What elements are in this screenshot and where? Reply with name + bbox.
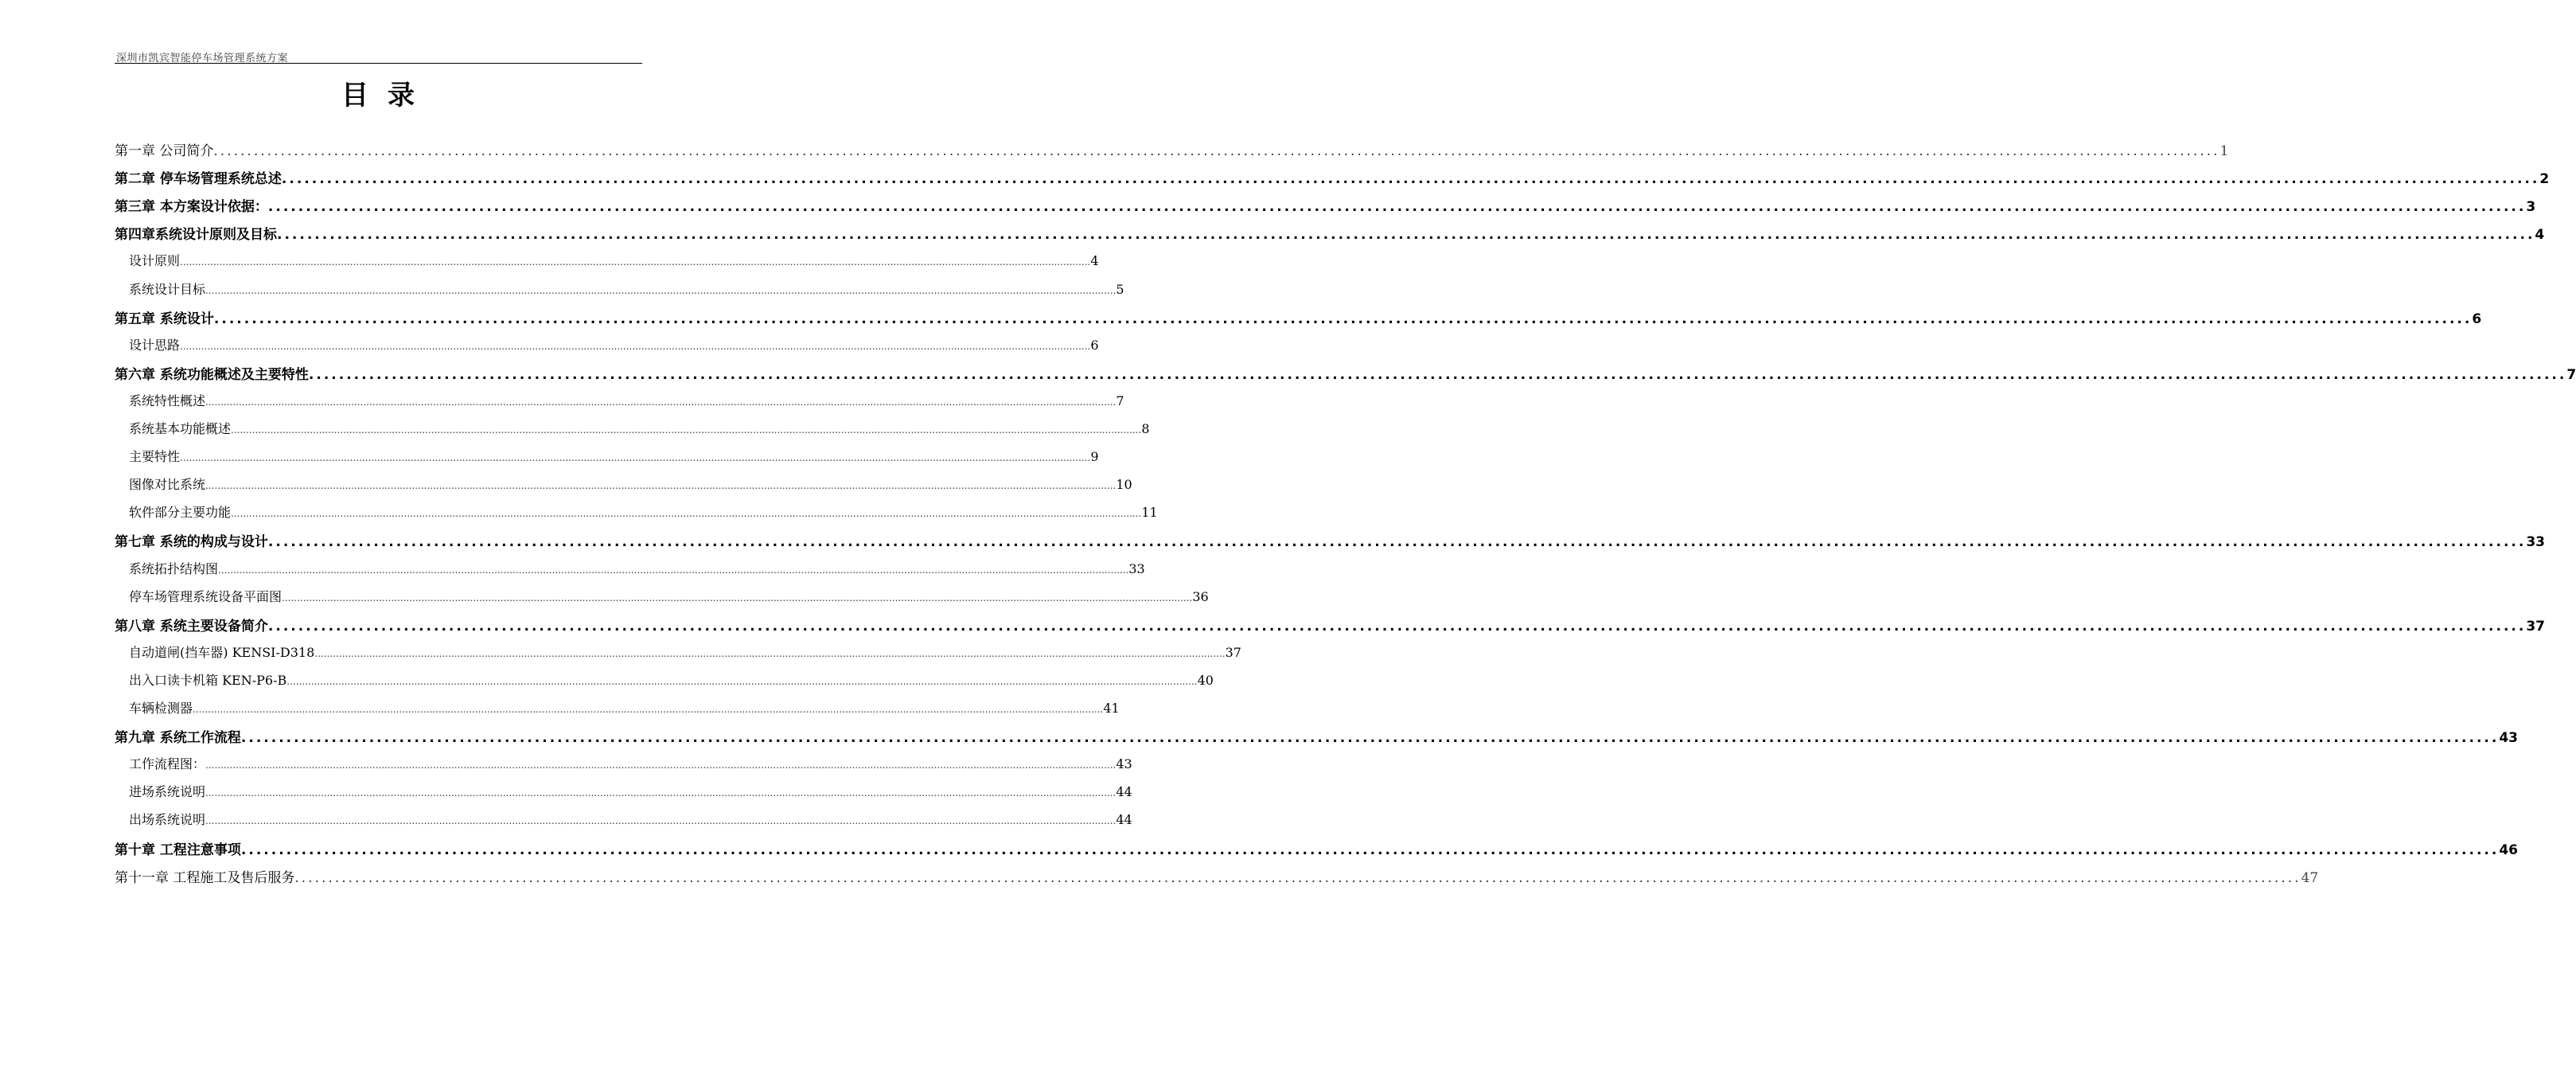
- toc-chapter-entry[interactable]: [115, 866, 2319, 892]
- toc-dot-leader: ............................................................................................................................................................................................................................................................................................................: [205, 787, 1117, 799]
- toc-entry-label: 设计原则: [129, 253, 181, 269]
- toc-entry-label: 第五章 系统设计: [115, 310, 214, 327]
- toc-dot-leader: ............................................................................................................................................................................................................................................................................................................: [286, 675, 1198, 687]
- toc-dot-leader: ............................................................................................................................................................................................................................................................................................................: [180, 256, 1091, 268]
- toc-entry-label: 设计思路: [129, 337, 181, 353]
- toc-entry-label: 第六章 系统功能概述及主要特性: [115, 366, 309, 383]
- toc-section-entry[interactable]: [129, 670, 1214, 696]
- toc-page-number: 4: [1090, 253, 1099, 269]
- toc-page-number: 44: [1116, 784, 1132, 800]
- toc-entry-label: 主要特性: [129, 449, 181, 465]
- toc-page-number: 37: [1225, 644, 1241, 660]
- toc-dot-leader: ............................................................................................................................................................................................................................................................................................................: [213, 143, 2220, 159]
- toc-page-number: 43: [2499, 730, 2518, 747]
- toc-section-entry[interactable]: [129, 698, 1120, 724]
- toc-dot-leader: ............................................................................................................................................................................................................................................................................................................: [282, 592, 1193, 603]
- toc-entry-label: 工作流程图：: [129, 756, 206, 772]
- toc-page-number: 8: [1141, 421, 1150, 436]
- toc-chapter-entry[interactable]: [115, 363, 2576, 389]
- toc-dot-leader: ............................................................................................................................................................................................................................................................................................................: [308, 366, 2567, 383]
- toc-chapter-entry[interactable]: [115, 195, 2536, 221]
- toc-dot-leader: ............................................................................................................................................................................................................................................................................................................: [205, 815, 1117, 827]
- toc-section-entry[interactable]: [129, 279, 1124, 305]
- toc-page-number: 3: [2526, 199, 2536, 216]
- toc-page-number: 10: [1116, 477, 1132, 493]
- toc-dot-leader: ............................................................................................................................................................................................................................................................................................................: [294, 869, 2301, 886]
- toc-dot-leader: ............................................................................................................................................................................................................................................................................................................: [180, 340, 1091, 352]
- toc-section-entry[interactable]: [129, 251, 1099, 276]
- toc-dot-leader: ............................................................................................................................................................................................................................................................................................................: [277, 227, 2535, 244]
- toc-entry-label: 出场系统说明: [129, 812, 206, 828]
- toc-page-number: 7: [1116, 392, 1124, 408]
- toc-dot-leader: ............................................................................................................................................................................................................................................................................................................: [205, 284, 1117, 296]
- toc-dot-leader: ............................................................................................................................................................................................................................................................................................................: [314, 647, 1226, 659]
- toc-section-entry[interactable]: [129, 642, 1241, 668]
- toc-page-number: 33: [1128, 560, 1145, 576]
- toc-entry-label: 第七章 系统的构成与设计: [115, 534, 268, 551]
- toc-entry-label: 系统设计目标: [129, 281, 206, 297]
- toc-page-number: 47: [2301, 869, 2319, 886]
- toc-entry-label: 系统拓扑结构图: [129, 560, 219, 576]
- toc-section-entry[interactable]: [129, 810, 1132, 835]
- toc-entry-label: 停车场管理系统设备平面图: [129, 588, 283, 604]
- toc-page-number: 5: [1116, 281, 1124, 297]
- toc-chapter-entry[interactable]: [115, 615, 2545, 640]
- toc-section-entry[interactable]: [129, 447, 1099, 472]
- header-rule: [115, 63, 642, 64]
- toc-section-entry[interactable]: [129, 474, 1132, 500]
- toc-section-entry[interactable]: [129, 419, 1150, 444]
- toc-entry-label: 系统特性概述: [129, 392, 206, 408]
- toc-dot-leader: ............................................................................................................................................................................................................................................................................................................: [193, 704, 1104, 715]
- toc-page-number: 7: [2566, 366, 2576, 383]
- toc-dot-leader: ............................................................................................................................................................................................................................................................................................................: [267, 618, 2527, 635]
- toc-page-number: 11: [1141, 505, 1158, 521]
- toc-dot-leader: ............................................................................................................................................................................................................................................................................................................: [267, 199, 2527, 216]
- toc-section-entry[interactable]: [129, 391, 1124, 416]
- toc-dot-leader: ............................................................................................................................................................................................................................................................................................................: [231, 424, 1142, 435]
- toc-section-entry[interactable]: [129, 335, 1099, 361]
- toc-dot-leader: ............................................................................................................................................................................................................................................................................................................: [205, 760, 1117, 771]
- toc-chapter-entry[interactable]: [115, 167, 2550, 193]
- toc-page-number: 6: [2472, 310, 2482, 327]
- toc-chapter-entry[interactable]: [115, 139, 2229, 165]
- toc-section-entry[interactable]: [129, 587, 1209, 612]
- toc-page-number: 41: [1103, 701, 1120, 716]
- toc-page-number: 33: [2526, 534, 2545, 551]
- toc-dot-leader: ............................................................................................................................................................................................................................................................................................................: [205, 480, 1117, 492]
- toc-page-number: 9: [1090, 449, 1099, 465]
- toc-section-entry[interactable]: [129, 502, 1158, 528]
- toc-chapter-entry[interactable]: [115, 307, 2482, 333]
- toc-section-entry[interactable]: [129, 754, 1132, 779]
- toc-entry-label: 车辆检测器: [129, 701, 193, 716]
- toc-chapter-entry[interactable]: [115, 838, 2518, 864]
- toc-entry-label: 第八章 系统主要设备简介: [115, 618, 268, 635]
- toc-entry-label: 第三章 本方案设计依据：: [115, 199, 268, 216]
- toc-title: 目录: [341, 80, 434, 111]
- toc-dot-leader: ............................................................................................................................................................................................................................................................................................................: [218, 564, 1129, 576]
- toc-chapter-entry[interactable]: [115, 223, 2545, 248]
- toc-section-entry[interactable]: [129, 782, 1132, 807]
- toc-entry-label: 出入口读卡机箱 KEN-P6-B: [129, 672, 287, 688]
- toc-entry-label: 第九章 系统工作流程: [115, 730, 241, 747]
- toc-page-number: 4: [2535, 227, 2545, 244]
- toc-page-number: 40: [1197, 672, 1214, 688]
- toc-page-number: 6: [1090, 337, 1099, 353]
- toc-entry-label: 第十章 工程注意事项: [115, 842, 241, 858]
- toc-entry-label: 第四章系统设计原则及目标: [115, 227, 277, 244]
- toc-chapter-entry[interactable]: [115, 726, 2518, 752]
- toc-chapter-entry[interactable]: [115, 530, 2545, 556]
- toc-page-number: 2: [2539, 171, 2550, 188]
- running-header: 深圳市凯宾智能停车场管理系统方案: [116, 53, 289, 64]
- toc-dot-leader: ............................................................................................................................................................................................................................................................................................................: [180, 452, 1091, 464]
- toc-dot-leader: ............................................................................................................................................................................................................................................................................................................: [267, 534, 2527, 551]
- toc-dot-leader: ............................................................................................................................................................................................................................................................................................................: [205, 396, 1117, 408]
- toc-entry-label: 第二章 停车场管理系统总述: [115, 171, 282, 188]
- toc-page-number: 46: [2499, 842, 2518, 858]
- toc-entry-label: 第一章 公司简介: [115, 143, 214, 159]
- toc-entry-label: 软件部分主要功能: [129, 505, 232, 521]
- toc-section-entry[interactable]: [129, 559, 1145, 584]
- toc-entry-label: 图像对比系统: [129, 477, 206, 493]
- toc-page-number: 37: [2526, 618, 2545, 635]
- toc-page-number: 43: [1116, 756, 1132, 772]
- toc-dot-leader: ............................................................................................................................................................................................................................................................................................................: [281, 171, 2540, 188]
- toc-entry-label: 系统基本功能概述: [129, 421, 232, 436]
- toc-dot-leader: ............................................................................................................................................................................................................................................................................................................: [240, 842, 2500, 858]
- toc-page-number: 36: [1192, 588, 1209, 604]
- toc-page-number: 44: [1116, 812, 1132, 828]
- toc-page-number: 1: [2219, 143, 2229, 159]
- toc-entry-label: 自动道闸(挡车器) KENSI-D318: [129, 644, 315, 660]
- toc-dot-leader: ............................................................................................................................................................................................................................................................................................................: [231, 508, 1142, 520]
- toc-dot-leader: ............................................................................................................................................................................................................................................................................................................: [240, 730, 2500, 747]
- toc-entry-label: 进场系统说明: [129, 784, 206, 800]
- toc-entry-label: 第十一章 工程施工及售后服务: [115, 869, 295, 886]
- toc-dot-leader: ............................................................................................................................................................................................................................................................................................................: [213, 310, 2473, 327]
